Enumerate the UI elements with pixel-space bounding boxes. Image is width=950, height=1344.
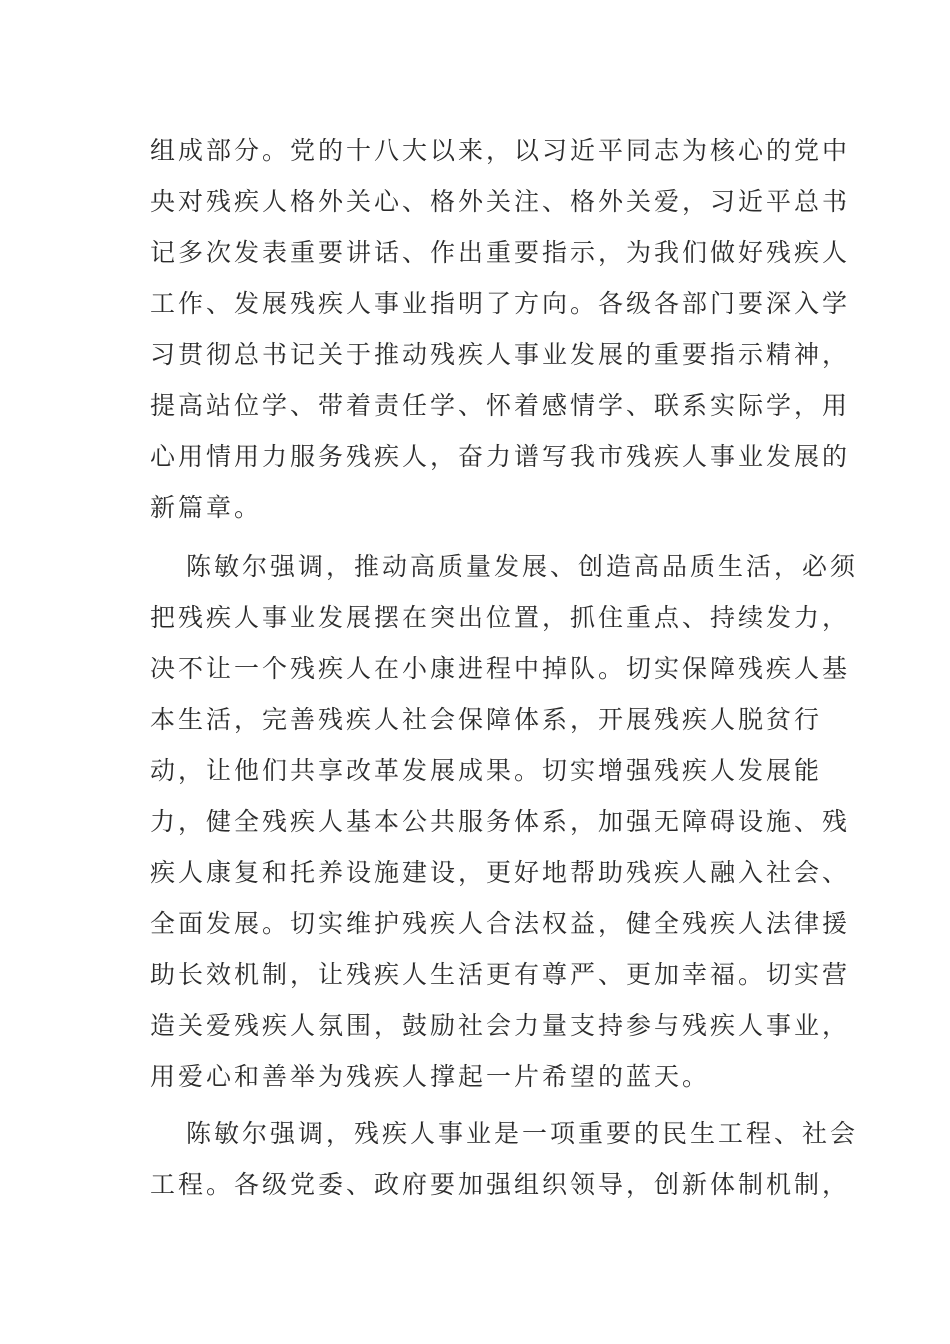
text-line: 习贯彻总书记关于推动残疾人事业发展的重要指示精神， — [150, 340, 851, 369]
text-line: 决不让一个残疾人在小康进程中掉队。切实保障残疾人基 — [150, 654, 851, 683]
text-line: 力，健全残疾人基本公共服务体系，加强无障碍设施、残 — [150, 807, 851, 836]
text-line: 工作、发展残疾人事业指明了方向。各级各部门要深入学 — [150, 289, 851, 318]
text-line: 全面发展。切实维护残疾人合法权益，健全残疾人法律援 — [150, 909, 851, 938]
text-line: 央对残疾人格外关心、格外关注、格外关爱，习近平总书 — [150, 187, 851, 216]
text-line: 疾人康复和托养设施建设，更好地帮助残疾人融入社会、 — [150, 858, 851, 887]
text-line: 心用情用力服务残疾人，奋力谱写我市残疾人事业发展的 — [150, 442, 851, 471]
text-line: 记多次发表重要讲话、作出重要指示，为我们做好残疾人 — [150, 238, 851, 267]
paragraph-3 — [150, 1108, 859, 1210]
paragraph-2 — [150, 541, 859, 1102]
text-line: 工程。各级党委、政府要加强组织领导，创新体制机制， — [150, 1170, 851, 1199]
text-line: 陈敏尔强调，残疾人事业是一项重要的民生工程、社会 — [186, 1119, 859, 1148]
text-line: 造关爱残疾人氛围，鼓励社会力量支持参与残疾人事业， — [150, 1011, 851, 1040]
paragraph-1 — [150, 125, 851, 533]
text-line: 动，让他们共享改革发展成果。切实增强残疾人发展能 — [150, 756, 823, 785]
text-line: 新篇章。 — [150, 493, 263, 522]
text-line: 提高站位学、带着责任学、怀着感情学、联系实际学，用 — [150, 391, 851, 420]
text-line: 助长效机制，让残疾人生活更有尊严、更加幸福。切实营 — [150, 960, 851, 989]
text-line: 用爱心和善举为残疾人撑起一片希望的蓝天。 — [150, 1062, 711, 1091]
text-line: 陈敏尔强调，推动高质量发展、创造高品质生活，必须 — [186, 552, 859, 581]
text-line: 本生活，完善残疾人社会保障体系，开展残疾人脱贫行 — [150, 705, 823, 734]
text-line: 把残疾人事业发展摆在突出位置，抓住重点、持续发力， — [150, 603, 851, 632]
text-line: 组成部分。党的十八大以来，以习近平同志为核心的党中 — [150, 136, 851, 165]
